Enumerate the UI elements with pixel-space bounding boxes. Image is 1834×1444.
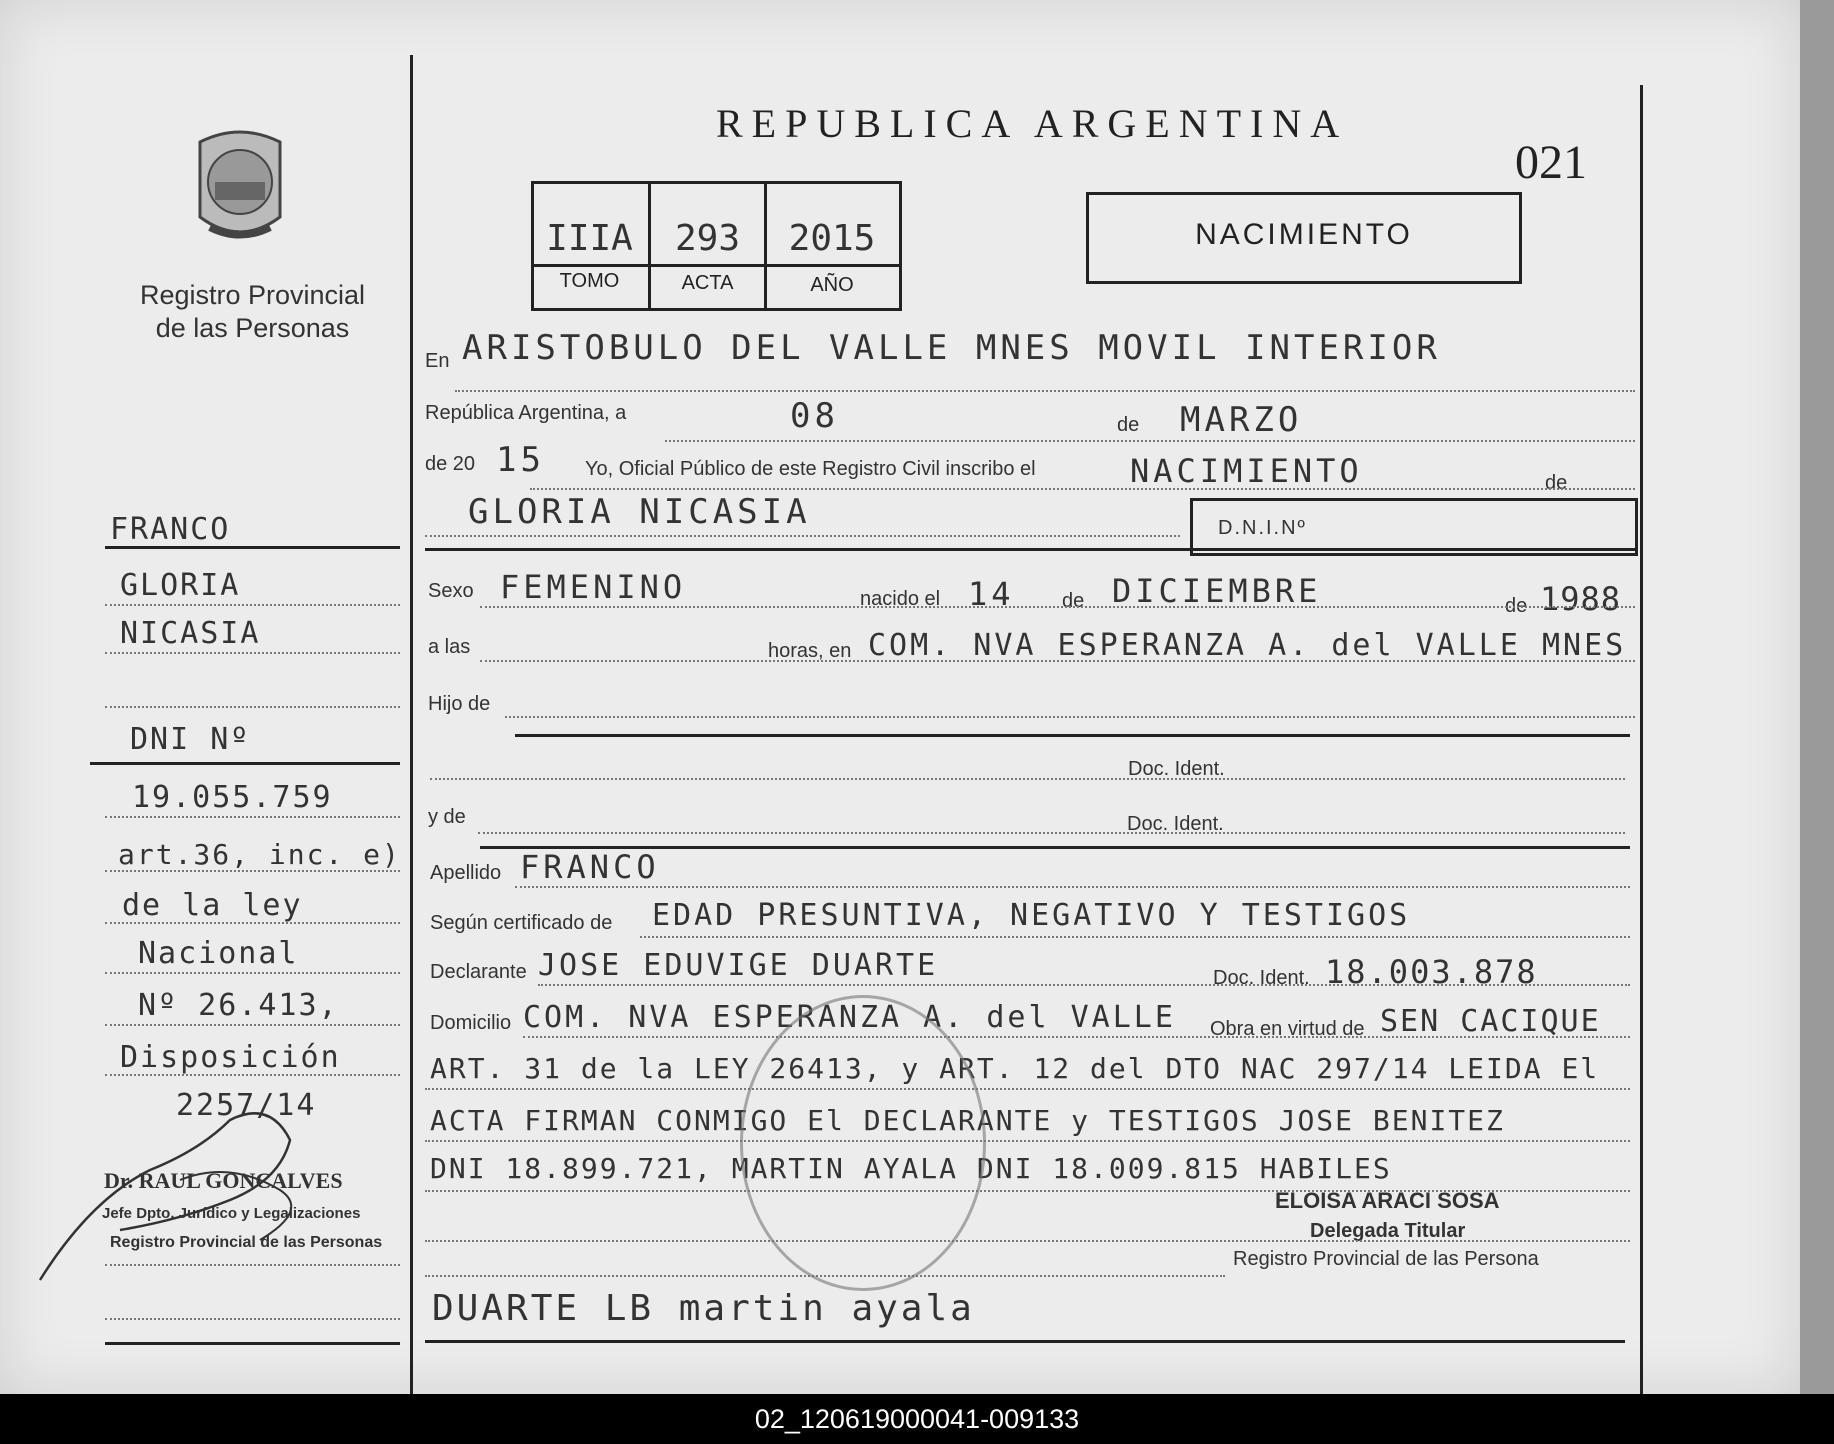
de-label: de	[1117, 414, 1140, 436]
line	[430, 778, 1625, 780]
obra-value: SEN CACIQUE	[1380, 1004, 1601, 1039]
acta-value: 293	[674, 218, 741, 259]
notes-line-3: DNI 18.899.721, MARTIN AYALA DNI 18.009.815 HABILES	[430, 1152, 1392, 1185]
domicilio-label: Domicilio	[430, 1012, 512, 1034]
line	[105, 706, 400, 708]
official-round-stamp	[740, 995, 986, 1291]
sidebar-rule	[90, 762, 400, 765]
sidebar-dni-value: 19.055.759	[132, 780, 333, 815]
domicilio-value: COM. NVA ESPERANZA A. del VALLE	[523, 1000, 1176, 1035]
sexo-label: Sexo	[428, 580, 474, 602]
official-name: ELOISA ARACI SOSA	[1275, 1188, 1500, 1213]
sidebar-legal-2: de la ley	[122, 888, 303, 923]
scan-edge	[1800, 0, 1834, 1394]
tomo-value: IIIA	[546, 218, 633, 259]
line	[640, 936, 1630, 938]
year-value: 15	[496, 440, 545, 480]
anio-value: 2015	[788, 218, 876, 259]
line	[105, 652, 400, 654]
sidebar-given-1: GLORIA	[120, 568, 241, 603]
doc-ident-label-2: Doc. Ident.	[1127, 813, 1224, 835]
sidebar-given-2: NICASIA	[120, 616, 261, 651]
line	[105, 922, 400, 924]
line	[425, 1088, 1630, 1090]
name-value: GLORIA NICASIA	[468, 492, 811, 532]
notes-line-1: ART. 31 de la LEY 26413, y ART. 12 del DTO NAC 297/14 LEIDA El	[430, 1052, 1600, 1085]
line	[425, 1240, 1630, 1242]
line	[480, 606, 1635, 608]
notes-line-2: ACTA FIRMAN CONMIGO El DECLARANTE y TESTIGOS JOSE BENITEZ	[430, 1104, 1505, 1137]
section-rule	[425, 548, 1635, 551]
declarante-doc: 18.003.878	[1325, 953, 1538, 991]
line	[478, 832, 1625, 834]
inscribo-value: NACIMIENTO	[1130, 452, 1363, 490]
alas-label: a las	[428, 636, 471, 658]
official-org: Registro Provincial de las Persona	[1233, 1248, 1539, 1270]
line	[425, 1140, 1630, 1142]
anio-label: AÑO	[810, 274, 854, 296]
line	[105, 816, 400, 818]
sidebar-rule	[105, 1342, 400, 1345]
yde-label: y de	[428, 806, 466, 828]
nacido-day: 14	[968, 575, 1015, 613]
doc-ident-label: Doc. Ident.	[1128, 758, 1225, 780]
line	[105, 972, 400, 974]
handwritten-signature	[30, 1080, 370, 1290]
sidebar-stamp-role: Jefe Dpto. Jurídico y Legalizaciones	[102, 1205, 361, 1222]
nacido-year: 1988	[1540, 580, 1622, 618]
line	[455, 390, 1635, 392]
horas-label: horas, en	[768, 640, 852, 662]
certificate-type: NACIMIENTO	[1195, 218, 1413, 251]
line	[480, 660, 1635, 662]
en-label: En	[425, 350, 450, 372]
bottom-rule	[425, 1340, 1625, 1343]
footer-code: 02_120619000041-009133	[0, 1394, 1834, 1444]
oficial-text: Yo, Oficial Público de este Registro Civil inscribo el	[585, 458, 1036, 480]
line	[105, 870, 400, 872]
dni-label: D.N.I.Nº	[1218, 517, 1307, 539]
sidebar-rule	[105, 546, 400, 549]
line	[530, 488, 1635, 490]
line	[538, 984, 1630, 986]
signature-line: DUARTE LB martin ayala	[432, 1288, 975, 1329]
apellido-value: FRANCO	[520, 848, 660, 886]
sidebar-dni-label: DNI Nº	[130, 722, 251, 757]
line	[105, 1074, 400, 1076]
de-label-3: de	[1062, 590, 1085, 612]
line	[105, 1024, 400, 1026]
year-prefix: de 20	[425, 453, 476, 475]
de-label-4: de	[1505, 595, 1528, 617]
registry-subtitle: de las Personas	[155, 313, 350, 343]
nacido-label: nacido el	[860, 588, 941, 610]
line	[665, 440, 1635, 442]
declarante-value: JOSE EDUVIGE DUARTE	[538, 948, 939, 983]
line	[523, 1036, 1630, 1038]
sidebar-legal-4: Nº 26.413,	[138, 988, 339, 1023]
apellido-label: Apellido	[430, 862, 502, 884]
sidebar-legal-6: 2257/14	[176, 1088, 317, 1123]
declarante-label: Declarante	[430, 961, 527, 983]
sidebar-legal-3: Nacional	[138, 936, 299, 971]
sidebar-legal-1: art.36, inc. e)	[118, 838, 401, 871]
en-value: ARISTOBULO DEL VALLE MNES MOVIL INTERIOR	[462, 328, 1441, 368]
month-value: MARZO	[1180, 400, 1303, 440]
section-rule	[515, 734, 1630, 737]
line	[515, 886, 1630, 888]
sidebar-stamp-org: Registro Provincial de las Personas	[110, 1234, 383, 1251]
line	[105, 604, 400, 606]
misiones-seal	[180, 122, 300, 252]
country-title: REPUBLICA ARGENTINA	[716, 101, 1349, 146]
sidebar-legal-5: Disposición	[120, 1040, 341, 1075]
sexo-value: FEMENINO	[500, 568, 687, 606]
line	[425, 535, 1180, 537]
obra-label: Obra en virtud de	[1210, 1018, 1365, 1040]
line	[105, 1318, 400, 1320]
record-divider	[531, 264, 899, 267]
segun-label: Según certificado de	[430, 912, 613, 934]
line	[425, 1275, 1225, 1277]
sidebar-stamp-name: Dr. RAUL GONCALVES	[104, 1168, 343, 1193]
right-border	[1640, 85, 1643, 1394]
segun-value: EDAD PRESUNTIVA, NEGATIVO Y TESTIGOS	[652, 898, 1411, 933]
doc-ident-label-3: Doc. Ident.	[1213, 967, 1310, 989]
line	[505, 716, 1635, 718]
sidebar-surname: FRANCO	[110, 512, 231, 547]
day-value: 08	[790, 396, 839, 436]
acta-label: ACTA	[681, 272, 734, 294]
column-divider	[410, 55, 413, 1394]
lugar-value: COM. NVA ESPERANZA A. del VALLE MNES	[868, 628, 1627, 663]
republica-label: República Argentina, a	[425, 402, 627, 424]
tomo-label: TOMO	[559, 270, 620, 292]
certificate-number: 021	[1515, 136, 1587, 189]
registry-title: Registro Provincial	[139, 280, 366, 310]
hijo-label: Hijo de	[428, 693, 491, 715]
official-role: Delegada Titular	[1310, 1220, 1466, 1242]
nacido-month: DICIEMBRE	[1112, 572, 1322, 610]
de-label-2: de	[1545, 472, 1568, 494]
